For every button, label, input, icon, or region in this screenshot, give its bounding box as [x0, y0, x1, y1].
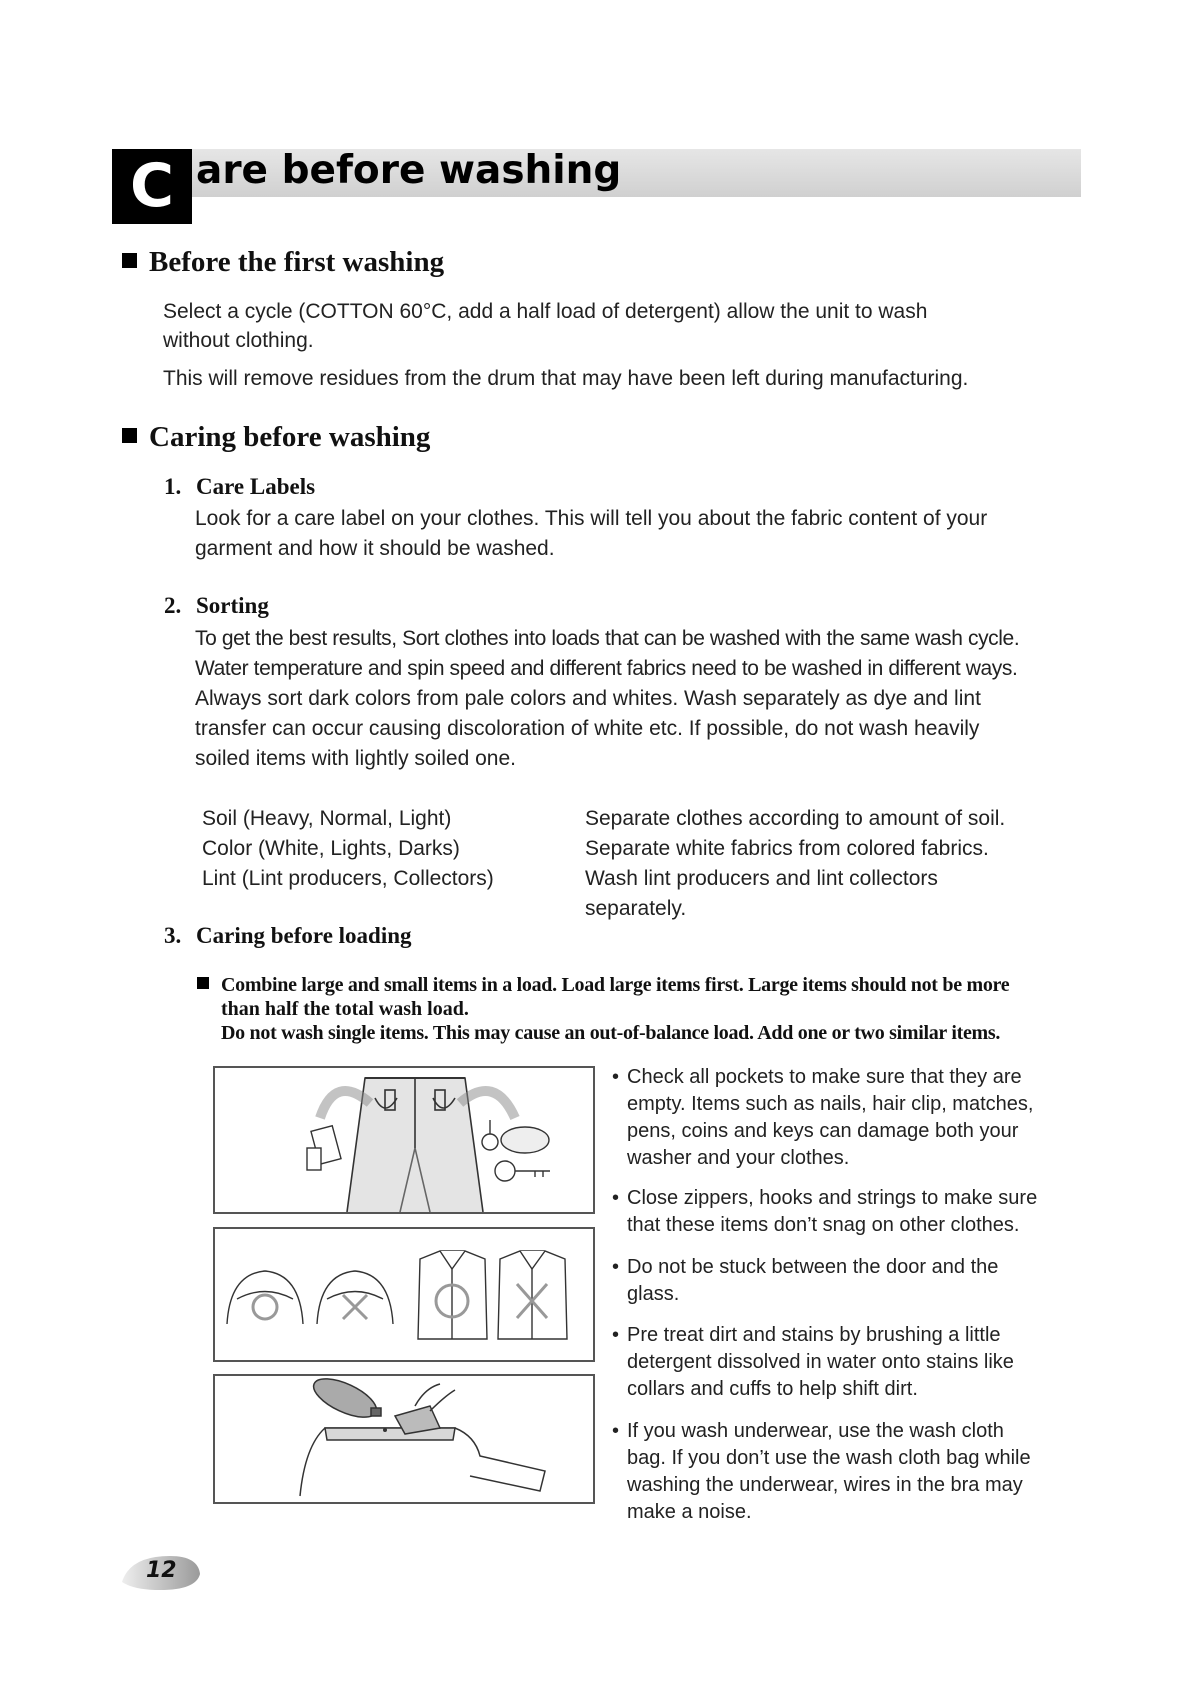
page-number-badge [120, 1552, 200, 1594]
subheading-number: 3. [164, 923, 182, 948]
sort-criterion: Lint (Lint producers, Collectors) [202, 867, 494, 890]
section-heading-caring [122, 421, 430, 454]
subheading-text: Sorting [196, 593, 269, 618]
bullet-dot-icon: • [612, 1420, 620, 1442]
bullet-line: that these items don’t snag on other clothes. [627, 1214, 1020, 1236]
bullet-dot-icon: • [612, 1256, 620, 1278]
first-washing-line1: Select a cycle (COTTON 60°C, add a half load of detergent) allow the unit to wash [163, 300, 928, 323]
illustration-close-zippers [213, 1227, 595, 1362]
bullet-line: Do not be stuck between the door and the [627, 1256, 999, 1278]
loading-note-line3: Do not wash single items. This may cause an out-of-balance load. Add one or two similar items. [221, 1022, 1001, 1044]
bullet-line: pens, coins and keys can damage both your [627, 1120, 1019, 1142]
loading-note-line1 [197, 973, 1009, 997]
heading-text: Before the first washing [149, 246, 445, 278]
sort-instruction: Separate clothes according to amount of soil. [585, 807, 1006, 830]
sorting-line: soiled items with lightly soiled one. [195, 747, 516, 770]
title-initial: C [112, 149, 192, 224]
bullet-line: If you wash underwear, use the wash cloth [627, 1420, 1004, 1442]
section-heading-first-washing [122, 246, 444, 279]
bullet-line: Close zippers, hooks and strings to make sure [627, 1187, 1038, 1209]
sort-criterion: Soil (Heavy, Normal, Light) [202, 807, 452, 830]
bullet-check-pockets [612, 1064, 1097, 1172]
bullet-close-zippers [612, 1185, 1097, 1239]
bullet-line: glass. [627, 1283, 680, 1305]
subheading-text: Care Labels [196, 474, 316, 499]
sorting-line: Always sort dark colors from pale colors and whites. Wash separately as dye and lint [195, 687, 981, 710]
sort-instruction: separately. [585, 897, 687, 920]
subheading-text: Caring before loading [196, 923, 412, 948]
illustration-check-pockets [213, 1066, 595, 1214]
heading-text: Caring before washing [149, 421, 431, 453]
sorting-line: transfer can occur causing discoloration of white etc. If possible, do not wash heavily [195, 717, 980, 740]
sort-criterion: Color (White, Lights, Darks) [202, 837, 460, 860]
bullet-line: Pre treat dirt and stains by brushing a little [627, 1324, 1001, 1346]
page-title: are before washing [196, 148, 622, 193]
subheading-care-labels [164, 474, 315, 500]
first-washing-line2: without clothing. [163, 329, 314, 352]
subheading-number: 2. [164, 593, 182, 618]
bullet-dot-icon: • [612, 1066, 620, 1088]
sorting-line: To get the best results, Sort clothes into loads that can be washed with the same wash cycle. [195, 627, 1020, 650]
loading-note-line2: than half the total wash load. [221, 998, 469, 1020]
square-bullet-icon [122, 428, 137, 443]
subheading-sorting [164, 593, 269, 619]
subheading-number: 1. [164, 474, 182, 499]
bullet-line: washing the underwear, wires in the bra may [627, 1474, 1023, 1496]
first-washing-para2: This will remove residues from the drum that may have been left during manufacturing. [163, 367, 969, 390]
bullet-line: bag. If you don’t use the wash cloth bag while [627, 1447, 1031, 1469]
bullet-line: washer and your clothes. [627, 1147, 850, 1169]
bullet-underwear [612, 1418, 1097, 1526]
bullet-pretreat [612, 1322, 1097, 1403]
sort-instruction: Separate white fabrics from colored fabrics. [585, 837, 989, 860]
care-labels-line2: garment and how it should be washed. [195, 537, 555, 560]
illustration-pretreat-stains [213, 1374, 595, 1504]
bullet-door-glass [612, 1254, 1097, 1308]
page-number: 12 [146, 1558, 177, 1583]
bullet-dot-icon: • [612, 1324, 620, 1346]
bullet-line: empty. Items such as nails, hair clip, matches, [627, 1093, 1034, 1115]
note-text: Combine large and small items in a load. Load large items first. Large items should not be more [221, 974, 1010, 996]
square-bullet-icon [197, 977, 209, 989]
bullet-line: Check all pockets to make sure that they are [627, 1066, 1022, 1088]
bullet-dot-icon: • [612, 1187, 620, 1209]
care-labels-line1: Look for a care label on your clothes. This will tell you about the fabric content of your [195, 507, 988, 530]
bullet-line: collars and cuffs to help shift dirt. [627, 1378, 918, 1400]
square-bullet-icon [122, 253, 137, 268]
subheading-caring-before-loading [164, 923, 412, 949]
sort-instruction: Wash lint producers and lint collectors [585, 867, 938, 890]
sorting-line: Water temperature and spin speed and different fabrics need to be washed in different ways. [195, 657, 1018, 680]
bullet-line: make a noise. [627, 1501, 752, 1523]
bullet-line: detergent dissolved in water onto stains like [627, 1351, 1014, 1373]
